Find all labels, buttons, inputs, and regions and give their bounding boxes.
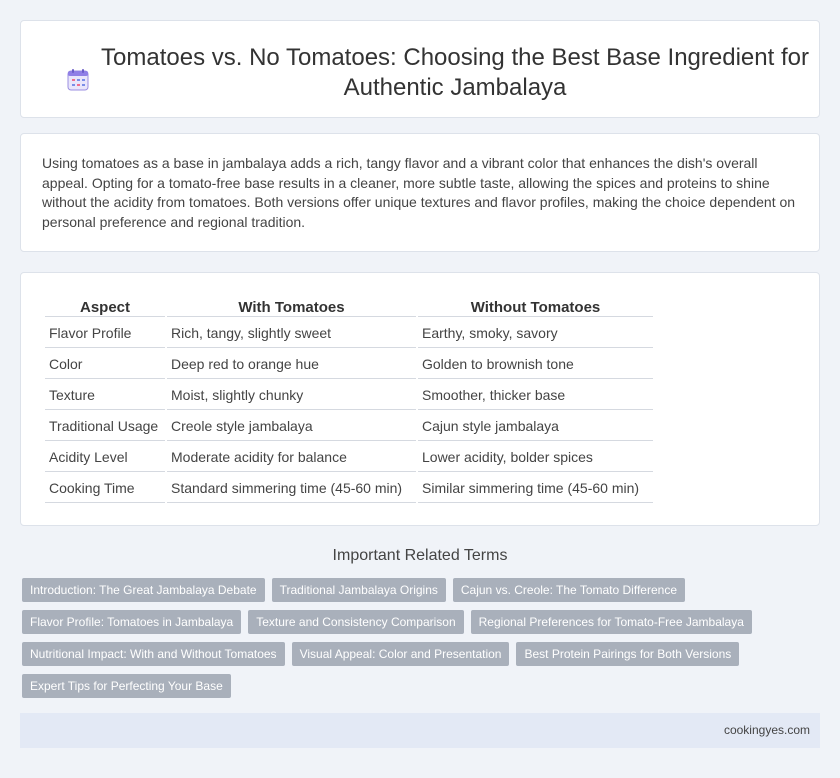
title-card <box>20 20 820 118</box>
footer <box>20 713 820 748</box>
related-term-tag[interactable]: Expert Tips for Perfecting Your Base <box>22 674 231 698</box>
table-cell: Lower acidity, bolder spices <box>418 443 653 472</box>
table-cell: Standard simmering time (45-60 min) <box>167 474 416 503</box>
related-term-tag[interactable]: Introduction: The Great Jambalaya Debate <box>22 578 265 602</box>
related-term-tag[interactable]: Nutritional Impact: With and Without Tomatoes <box>22 642 285 666</box>
table-cell: Deep red to orange hue <box>167 350 416 379</box>
related-term-tag[interactable]: Best Protein Pairings for Both Versions <box>516 642 739 666</box>
related-terms-list <box>22 578 802 706</box>
table-cell: Traditional Usage <box>45 412 165 441</box>
table-row <box>45 381 653 410</box>
related-terms-heading: Important Related Terms <box>332 547 508 564</box>
table-cell: Creole style jambalaya <box>167 412 416 441</box>
column-header-with-tomatoes: With Tomatoes <box>167 295 416 317</box>
table-cell: Acidity Level <box>45 443 165 472</box>
table-cell: Similar simmering time (45-60 min) <box>418 474 653 503</box>
table-row <box>45 412 653 441</box>
related-term-tag[interactable]: Regional Preferences for Tomato-Free Jambalaya <box>471 610 752 634</box>
comparison-card <box>20 272 820 526</box>
column-header-aspect: Aspect <box>45 295 165 317</box>
table-cell: Cajun style jambalaya <box>418 412 653 441</box>
intro-card <box>20 133 820 252</box>
related-term-tag[interactable]: Traditional Jambalaya Origins <box>272 578 446 602</box>
table-row <box>45 350 653 379</box>
table-cell: Smoother, thicker base <box>418 381 653 410</box>
table-cell: Moist, slightly chunky <box>167 381 416 410</box>
intro-paragraph: Using tomatoes as a base in jambalaya adds a rich, tangy flavor and a vibrant color that enhances the dish's overall appeal. Opting for a tomato-free base results in a cleaner, more subtle taste, allowing the spices and proteins to shine without the acidity from tomatoes. Both versions offer unique textures and flavor profiles, making the choice dependent on personal preference and regional tradition. <box>42 155 796 230</box>
table-cell: Cooking Time <box>45 474 165 503</box>
table-cell: Earthy, smoky, savory <box>418 319 653 348</box>
related-term-tag[interactable]: Visual Appeal: Color and Presentation <box>292 642 510 666</box>
related-term-tag[interactable]: Cajun vs. Creole: The Tomato Difference <box>453 578 685 602</box>
calendar-icon <box>67 69 89 91</box>
page-title: Tomatoes vs. No Tomatoes: Choosing the Best Base Ingredient for Authentic Jambalaya <box>101 44 809 101</box>
site-name: cookingyes.com <box>723 723 810 737</box>
table-row <box>45 443 653 472</box>
related-term-tag[interactable]: Flavor Profile: Tomatoes in Jambalaya <box>22 610 241 634</box>
comparison-table <box>43 293 655 505</box>
table-cell: Golden to brownish tone <box>418 350 653 379</box>
table-cell: Texture <box>45 381 165 410</box>
table-cell: Rich, tangy, slightly sweet <box>167 319 416 348</box>
table-row <box>45 474 653 503</box>
table-header-row <box>45 295 653 317</box>
related-term-tag[interactable]: Texture and Consistency Comparison <box>248 610 463 634</box>
table-cell: Color <box>45 350 165 379</box>
table-cell: Flavor Profile <box>45 319 165 348</box>
table-row <box>45 319 653 348</box>
column-header-without-tomatoes: Without Tomatoes <box>418 295 653 317</box>
table-cell: Moderate acidity for balance <box>167 443 416 472</box>
